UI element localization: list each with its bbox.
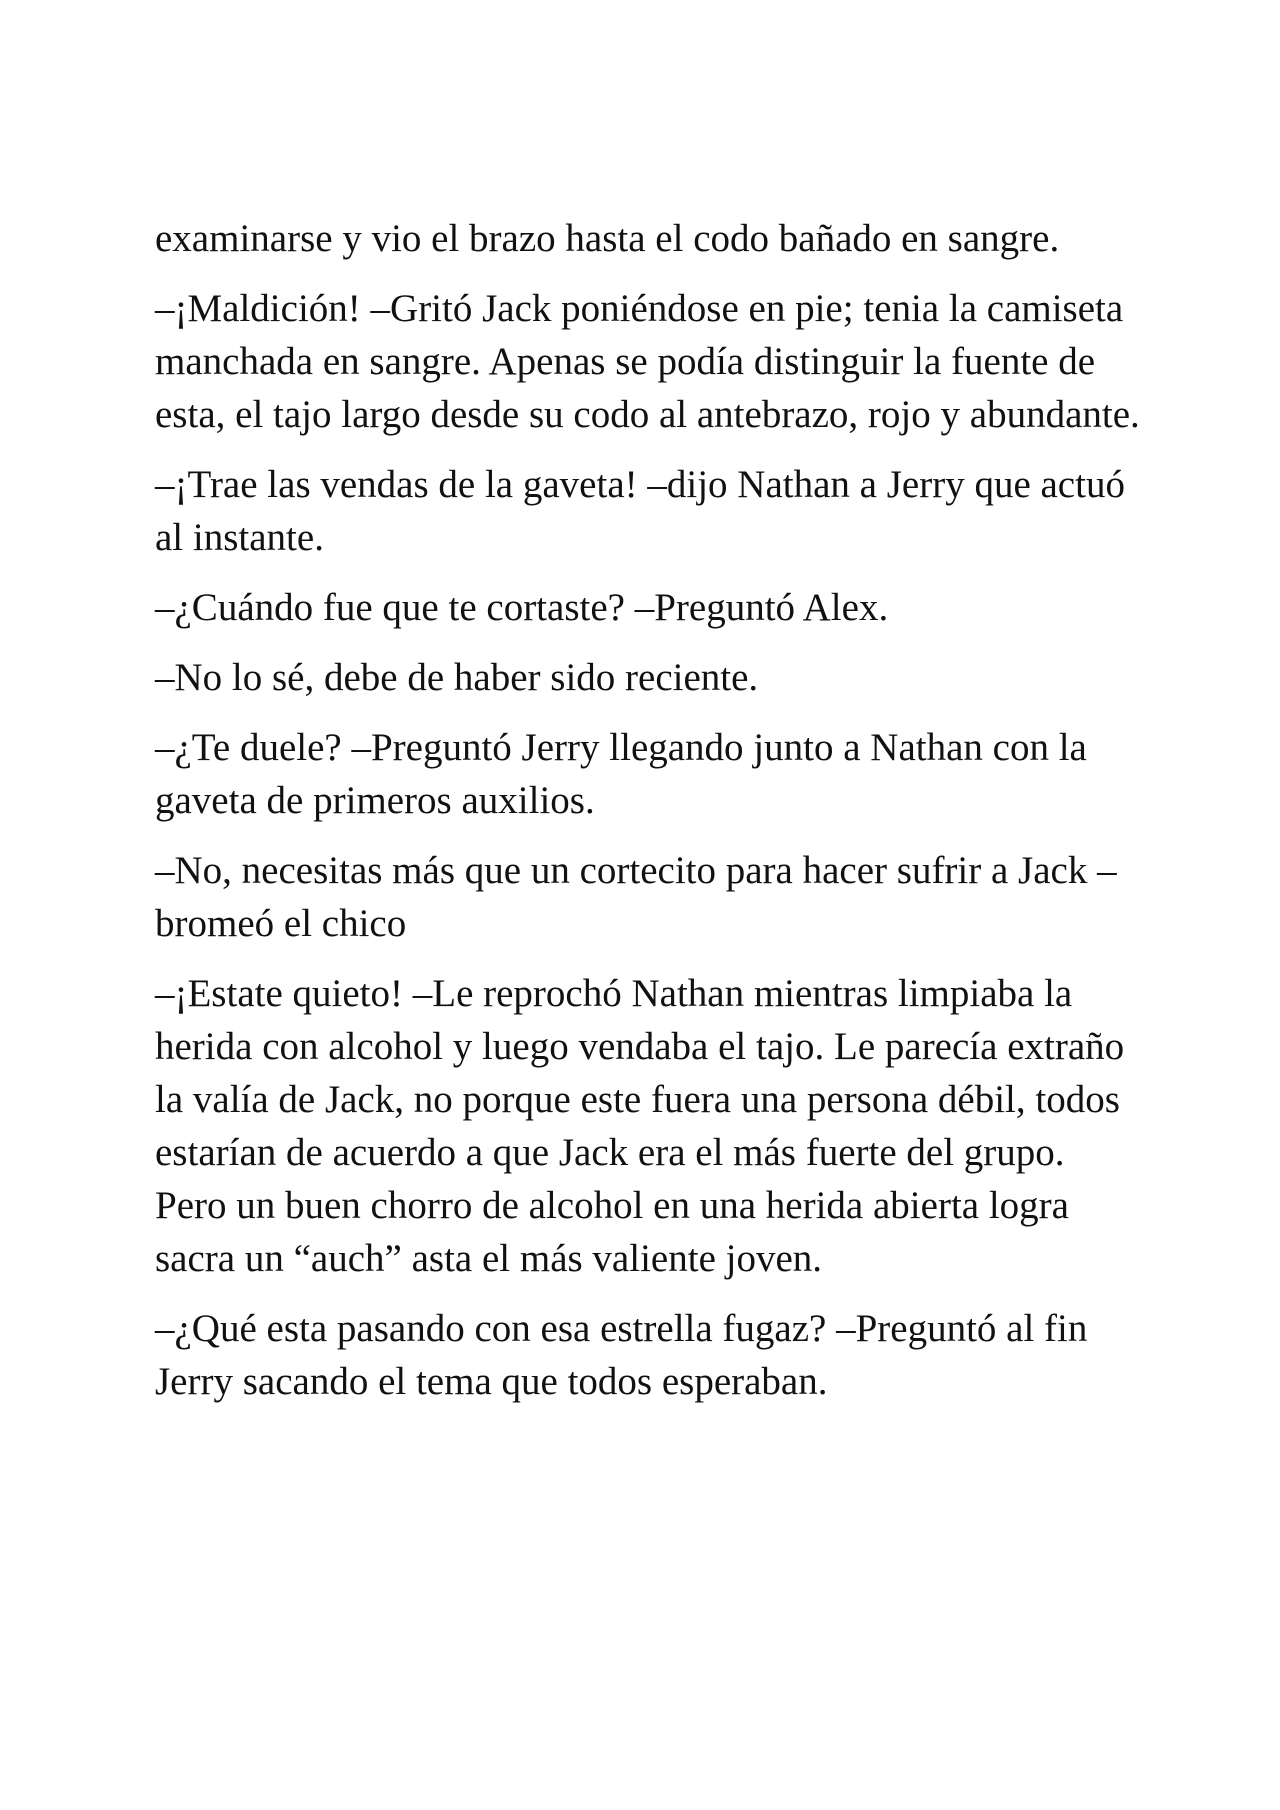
paragraph-9: –¿Qué esta pasando con esa estrella fugaz? –Preguntó al fin Jerry sacando el tema que todos esperaban. [155,1307,1088,1403]
paragraph-8: –¡Estate quieto! –Le reprochó Nathan mientras limpiaba la herida con alcohol y luego vendaba el tajo. Le parecía extraño la valía de Jack, no porque este fuera una persona débil, todos estarían de acuerdo a que Jack era el más fuerte del grupo. Pero un buen chorro de alcohol en una herida abierta logra sacra un “auch” asta el más valiente joven. [155,972,1125,1280]
paragraph-4: –¿Cuándo fue que te cortaste? –Preguntó Alex. [155,586,889,629]
paragraph-3: –¡Trae las vendas de la gaveta! –dijo Nathan a Jerry que actuó al instante. [155,463,1125,559]
paragraph-6: –¿Te duele? –Preguntó Jerry llegando junto a Nathan con la gaveta de primeros auxilios. [155,726,1087,822]
paragraph-5: –No lo sé, debe de haber sido reciente. [155,656,759,699]
document-body [155,212,1140,1425]
paragraph-1: examinarse y vio el brazo hasta el codo bañado en sangre. [155,217,1060,260]
paragraph-2: –¡Maldición! –Gritó Jack poniéndose en pie; tenia la camiseta manchada en sangre. Apenas se podía distinguir la fuente de esta, el tajo largo desde su codo al antebrazo, rojo y abundante. [155,287,1140,436]
paragraph-7: –No, necesitas más que un cortecito para hacer sufrir a Jack –bromeó el chico [155,849,1117,945]
